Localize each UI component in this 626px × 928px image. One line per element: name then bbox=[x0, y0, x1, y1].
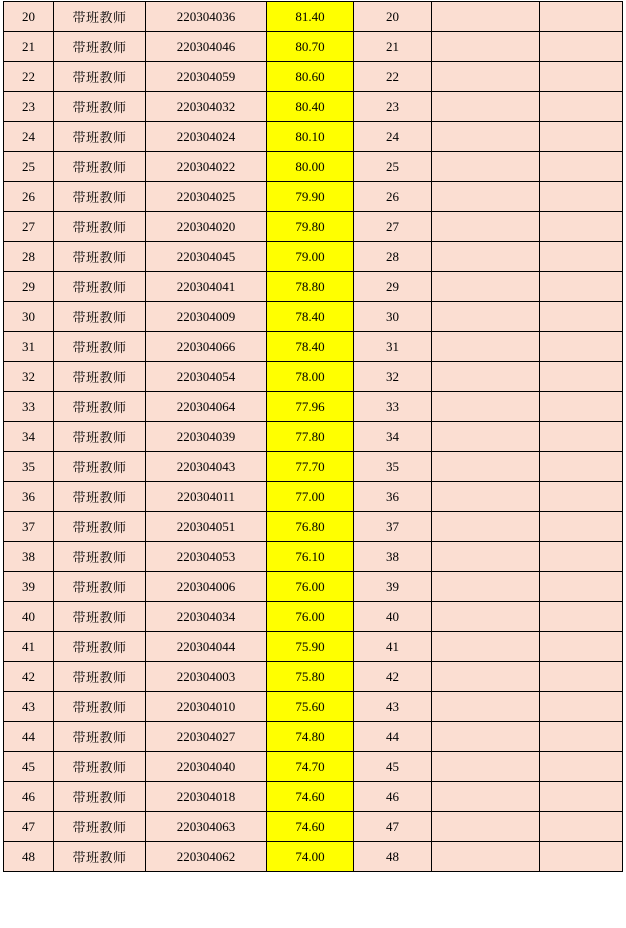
cell-serial-number: 37 bbox=[4, 512, 54, 542]
cell-blank-1 bbox=[432, 572, 540, 602]
cell-blank-2 bbox=[540, 542, 623, 572]
cell-rank: 38 bbox=[354, 542, 432, 572]
table-row bbox=[4, 152, 623, 182]
cell-serial-number: 46 bbox=[4, 782, 54, 812]
cell-score: 80.40 bbox=[267, 92, 354, 122]
cell-rank: 21 bbox=[354, 32, 432, 62]
cell-blank-1 bbox=[432, 332, 540, 362]
cell-ticket-number: 220304041 bbox=[146, 272, 267, 302]
cell-position: 带班教师 bbox=[54, 422, 146, 452]
table-row bbox=[4, 242, 623, 272]
cell-serial-number: 23 bbox=[4, 92, 54, 122]
cell-position: 带班教师 bbox=[54, 452, 146, 482]
cell-score: 80.70 bbox=[267, 32, 354, 62]
cell-position: 带班教师 bbox=[54, 542, 146, 572]
cell-ticket-number: 220304039 bbox=[146, 422, 267, 452]
cell-position: 带班教师 bbox=[54, 512, 146, 542]
cell-score: 75.60 bbox=[267, 692, 354, 722]
cell-blank-2 bbox=[540, 482, 623, 512]
cell-position: 带班教师 bbox=[54, 302, 146, 332]
cell-blank-2 bbox=[540, 812, 623, 842]
cell-score: 79.90 bbox=[267, 182, 354, 212]
cell-serial-number: 39 bbox=[4, 572, 54, 602]
table-row bbox=[4, 2, 623, 32]
cell-position: 带班教师 bbox=[54, 842, 146, 872]
cell-serial-number: 24 bbox=[4, 122, 54, 152]
cell-blank-2 bbox=[540, 422, 623, 452]
cell-position: 带班教师 bbox=[54, 752, 146, 782]
cell-blank-1 bbox=[432, 2, 540, 32]
cell-score: 78.40 bbox=[267, 332, 354, 362]
cell-serial-number: 45 bbox=[4, 752, 54, 782]
cell-ticket-number: 220304059 bbox=[146, 62, 267, 92]
cell-blank-2 bbox=[540, 452, 623, 482]
cell-serial-number: 30 bbox=[4, 302, 54, 332]
table-row bbox=[4, 32, 623, 62]
cell-rank: 41 bbox=[354, 632, 432, 662]
cell-score: 80.00 bbox=[267, 152, 354, 182]
cell-ticket-number: 220304066 bbox=[146, 332, 267, 362]
cell-blank-2 bbox=[540, 302, 623, 332]
cell-serial-number: 44 bbox=[4, 722, 54, 752]
cell-score: 79.00 bbox=[267, 242, 354, 272]
cell-serial-number: 21 bbox=[4, 32, 54, 62]
cell-score: 74.60 bbox=[267, 812, 354, 842]
cell-blank-2 bbox=[540, 782, 623, 812]
cell-position: 带班教师 bbox=[54, 572, 146, 602]
cell-serial-number: 41 bbox=[4, 632, 54, 662]
cell-blank-2 bbox=[540, 632, 623, 662]
cell-serial-number: 25 bbox=[4, 152, 54, 182]
table-row bbox=[4, 302, 623, 332]
cell-blank-2 bbox=[540, 92, 623, 122]
cell-score: 78.80 bbox=[267, 272, 354, 302]
cell-blank-1 bbox=[432, 632, 540, 662]
cell-blank-1 bbox=[432, 92, 540, 122]
table-row bbox=[4, 182, 623, 212]
table-row bbox=[4, 662, 623, 692]
cell-blank-1 bbox=[432, 812, 540, 842]
cell-rank: 26 bbox=[354, 182, 432, 212]
cell-blank-2 bbox=[540, 572, 623, 602]
cell-blank-1 bbox=[432, 542, 540, 572]
cell-position: 带班教师 bbox=[54, 332, 146, 362]
cell-position: 带班教师 bbox=[54, 362, 146, 392]
table-row bbox=[4, 122, 623, 152]
cell-rank: 42 bbox=[354, 662, 432, 692]
cell-blank-1 bbox=[432, 482, 540, 512]
cell-rank: 31 bbox=[354, 332, 432, 362]
cell-ticket-number: 220304020 bbox=[146, 212, 267, 242]
cell-blank-1 bbox=[432, 242, 540, 272]
cell-ticket-number: 220304054 bbox=[146, 362, 267, 392]
cell-blank-2 bbox=[540, 512, 623, 542]
cell-score: 76.10 bbox=[267, 542, 354, 572]
cell-ticket-number: 220304027 bbox=[146, 722, 267, 752]
cell-rank: 25 bbox=[354, 152, 432, 182]
cell-rank: 44 bbox=[354, 722, 432, 752]
table-row bbox=[4, 512, 623, 542]
cell-serial-number: 38 bbox=[4, 542, 54, 572]
cell-rank: 45 bbox=[354, 752, 432, 782]
cell-rank: 36 bbox=[354, 482, 432, 512]
cell-blank-1 bbox=[432, 662, 540, 692]
cell-score: 78.00 bbox=[267, 362, 354, 392]
cell-rank: 37 bbox=[354, 512, 432, 542]
cell-blank-1 bbox=[432, 392, 540, 422]
cell-blank-2 bbox=[540, 62, 623, 92]
cell-serial-number: 28 bbox=[4, 242, 54, 272]
cell-rank: 46 bbox=[354, 782, 432, 812]
cell-score: 77.96 bbox=[267, 392, 354, 422]
cell-blank-2 bbox=[540, 212, 623, 242]
cell-rank: 35 bbox=[354, 452, 432, 482]
table-row bbox=[4, 782, 623, 812]
cell-position: 带班教师 bbox=[54, 32, 146, 62]
cell-blank-1 bbox=[432, 692, 540, 722]
cell-score: 74.60 bbox=[267, 782, 354, 812]
cell-ticket-number: 220304063 bbox=[146, 812, 267, 842]
cell-rank: 22 bbox=[354, 62, 432, 92]
table-row bbox=[4, 332, 623, 362]
cell-serial-number: 27 bbox=[4, 212, 54, 242]
cell-blank-2 bbox=[540, 362, 623, 392]
cell-serial-number: 35 bbox=[4, 452, 54, 482]
cell-position: 带班教师 bbox=[54, 392, 146, 422]
cell-blank-1 bbox=[432, 212, 540, 242]
cell-position: 带班教师 bbox=[54, 692, 146, 722]
cell-ticket-number: 220304040 bbox=[146, 752, 267, 782]
cell-score: 75.80 bbox=[267, 662, 354, 692]
cell-position: 带班教师 bbox=[54, 152, 146, 182]
cell-blank-1 bbox=[432, 512, 540, 542]
cell-ticket-number: 220304051 bbox=[146, 512, 267, 542]
cell-score: 78.40 bbox=[267, 302, 354, 332]
cell-rank: 27 bbox=[354, 212, 432, 242]
cell-position: 带班教师 bbox=[54, 662, 146, 692]
cell-score: 77.70 bbox=[267, 452, 354, 482]
cell-rank: 43 bbox=[354, 692, 432, 722]
cell-blank-1 bbox=[432, 182, 540, 212]
cell-blank-1 bbox=[432, 152, 540, 182]
cell-serial-number: 47 bbox=[4, 812, 54, 842]
cell-rank: 28 bbox=[354, 242, 432, 272]
cell-blank-1 bbox=[432, 782, 540, 812]
cell-blank-2 bbox=[540, 152, 623, 182]
cell-blank-2 bbox=[540, 392, 623, 422]
cell-serial-number: 26 bbox=[4, 182, 54, 212]
cell-position: 带班教师 bbox=[54, 122, 146, 152]
cell-blank-2 bbox=[540, 602, 623, 632]
cell-rank: 48 bbox=[354, 842, 432, 872]
cell-score: 80.10 bbox=[267, 122, 354, 152]
table-row bbox=[4, 542, 623, 572]
cell-score: 79.80 bbox=[267, 212, 354, 242]
cell-score: 74.70 bbox=[267, 752, 354, 782]
cell-score: 77.80 bbox=[267, 422, 354, 452]
cell-rank: 33 bbox=[354, 392, 432, 422]
cell-blank-1 bbox=[432, 452, 540, 482]
table-row bbox=[4, 752, 623, 782]
cell-ticket-number: 220304064 bbox=[146, 392, 267, 422]
cell-blank-2 bbox=[540, 32, 623, 62]
cell-blank-1 bbox=[432, 272, 540, 302]
cell-score: 77.00 bbox=[267, 482, 354, 512]
table-row bbox=[4, 362, 623, 392]
cell-position: 带班教师 bbox=[54, 812, 146, 842]
cell-rank: 34 bbox=[354, 422, 432, 452]
cell-position: 带班教师 bbox=[54, 92, 146, 122]
cell-blank-1 bbox=[432, 362, 540, 392]
cell-ticket-number: 220304011 bbox=[146, 482, 267, 512]
cell-blank-2 bbox=[540, 182, 623, 212]
cell-rank: 24 bbox=[354, 122, 432, 152]
table-row bbox=[4, 812, 623, 842]
table-row bbox=[4, 452, 623, 482]
cell-ticket-number: 220304032 bbox=[146, 92, 267, 122]
table-row bbox=[4, 422, 623, 452]
cell-position: 带班教师 bbox=[54, 62, 146, 92]
cell-ticket-number: 220304062 bbox=[146, 842, 267, 872]
cell-score: 80.60 bbox=[267, 62, 354, 92]
cell-serial-number: 48 bbox=[4, 842, 54, 872]
cell-serial-number: 36 bbox=[4, 482, 54, 512]
cell-score: 76.00 bbox=[267, 572, 354, 602]
cell-rank: 20 bbox=[354, 2, 432, 32]
cell-blank-2 bbox=[540, 692, 623, 722]
cell-blank-1 bbox=[432, 752, 540, 782]
table-row bbox=[4, 632, 623, 662]
cell-rank: 39 bbox=[354, 572, 432, 602]
cell-score: 81.40 bbox=[267, 2, 354, 32]
cell-position: 带班教师 bbox=[54, 782, 146, 812]
cell-ticket-number: 220304025 bbox=[146, 182, 267, 212]
cell-blank-2 bbox=[540, 2, 623, 32]
cell-rank: 32 bbox=[354, 362, 432, 392]
cell-rank: 30 bbox=[354, 302, 432, 332]
cell-ticket-number: 220304053 bbox=[146, 542, 267, 572]
cell-blank-2 bbox=[540, 842, 623, 872]
cell-ticket-number: 220304036 bbox=[146, 2, 267, 32]
cell-rank: 29 bbox=[354, 272, 432, 302]
cell-ticket-number: 220304044 bbox=[146, 632, 267, 662]
cell-position: 带班教师 bbox=[54, 242, 146, 272]
cell-position: 带班教师 bbox=[54, 182, 146, 212]
table-row bbox=[4, 482, 623, 512]
cell-blank-1 bbox=[432, 62, 540, 92]
table-row bbox=[4, 692, 623, 722]
table-row bbox=[4, 392, 623, 422]
cell-blank-2 bbox=[540, 662, 623, 692]
cell-rank: 47 bbox=[354, 812, 432, 842]
cell-serial-number: 33 bbox=[4, 392, 54, 422]
cell-ticket-number: 220304010 bbox=[146, 692, 267, 722]
cell-blank-2 bbox=[540, 332, 623, 362]
cell-blank-1 bbox=[432, 122, 540, 152]
cell-blank-2 bbox=[540, 722, 623, 752]
results-table bbox=[3, 1, 623, 872]
cell-blank-1 bbox=[432, 422, 540, 452]
cell-score: 76.80 bbox=[267, 512, 354, 542]
cell-position: 带班教师 bbox=[54, 482, 146, 512]
cell-score: 74.00 bbox=[267, 842, 354, 872]
cell-position: 带班教师 bbox=[54, 632, 146, 662]
cell-ticket-number: 220304045 bbox=[146, 242, 267, 272]
table-row bbox=[4, 212, 623, 242]
cell-serial-number: 32 bbox=[4, 362, 54, 392]
cell-serial-number: 43 bbox=[4, 692, 54, 722]
table-row bbox=[4, 602, 623, 632]
cell-blank-1 bbox=[432, 602, 540, 632]
cell-position: 带班教师 bbox=[54, 272, 146, 302]
cell-ticket-number: 220304024 bbox=[146, 122, 267, 152]
cell-ticket-number: 220304046 bbox=[146, 32, 267, 62]
cell-ticket-number: 220304006 bbox=[146, 572, 267, 602]
cell-score: 75.90 bbox=[267, 632, 354, 662]
table-body bbox=[4, 2, 623, 872]
cell-blank-1 bbox=[432, 842, 540, 872]
cell-position: 带班教师 bbox=[54, 722, 146, 752]
cell-ticket-number: 220304043 bbox=[146, 452, 267, 482]
cell-blank-1 bbox=[432, 32, 540, 62]
cell-blank-2 bbox=[540, 122, 623, 152]
cell-serial-number: 40 bbox=[4, 602, 54, 632]
cell-score: 74.80 bbox=[267, 722, 354, 752]
cell-ticket-number: 220304018 bbox=[146, 782, 267, 812]
cell-blank-2 bbox=[540, 752, 623, 782]
cell-serial-number: 42 bbox=[4, 662, 54, 692]
cell-rank: 23 bbox=[354, 92, 432, 122]
cell-score: 76.00 bbox=[267, 602, 354, 632]
cell-ticket-number: 220304003 bbox=[146, 662, 267, 692]
cell-serial-number: 29 bbox=[4, 272, 54, 302]
table-row bbox=[4, 722, 623, 752]
table-row bbox=[4, 62, 623, 92]
cell-ticket-number: 220304022 bbox=[146, 152, 267, 182]
cell-blank-1 bbox=[432, 722, 540, 752]
table-row bbox=[4, 572, 623, 602]
cell-position: 带班教师 bbox=[54, 2, 146, 32]
table-row bbox=[4, 92, 623, 122]
cell-position: 带班教师 bbox=[54, 602, 146, 632]
cell-blank-1 bbox=[432, 302, 540, 332]
cell-ticket-number: 220304009 bbox=[146, 302, 267, 332]
cell-rank: 40 bbox=[354, 602, 432, 632]
table-row bbox=[4, 272, 623, 302]
cell-blank-2 bbox=[540, 272, 623, 302]
cell-serial-number: 34 bbox=[4, 422, 54, 452]
cell-blank-2 bbox=[540, 242, 623, 272]
cell-serial-number: 22 bbox=[4, 62, 54, 92]
table-row bbox=[4, 842, 623, 872]
cell-serial-number: 31 bbox=[4, 332, 54, 362]
cell-position: 带班教师 bbox=[54, 212, 146, 242]
cell-ticket-number: 220304034 bbox=[146, 602, 267, 632]
cell-serial-number: 20 bbox=[4, 2, 54, 32]
